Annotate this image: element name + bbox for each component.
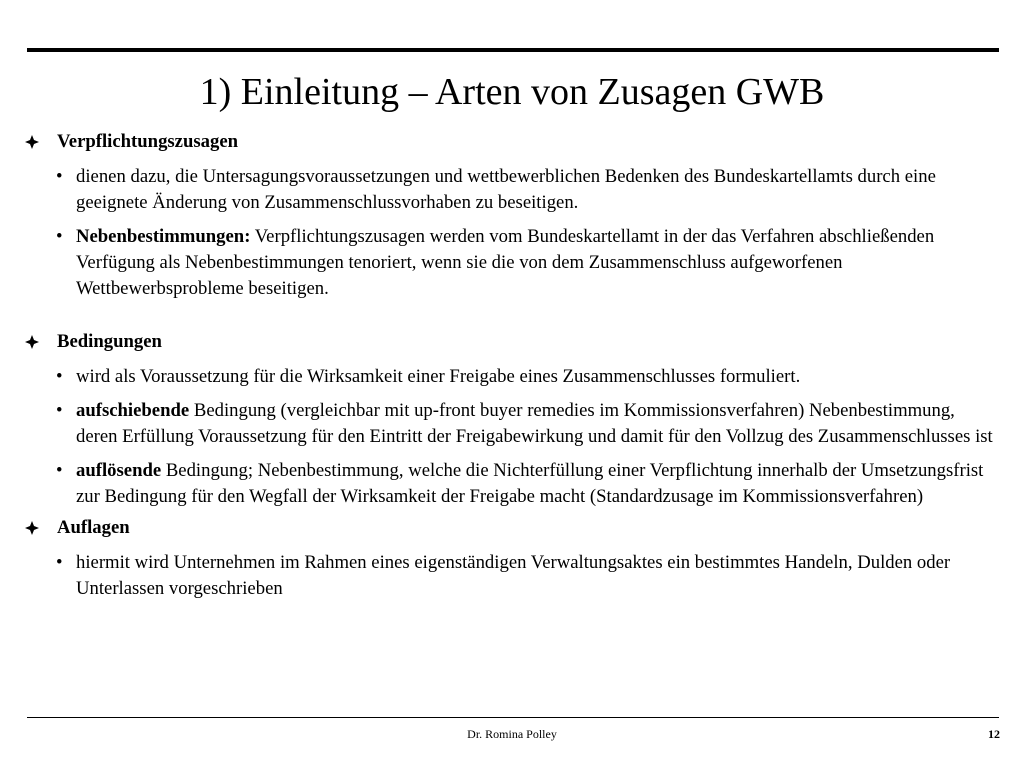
slide-content (24, 128, 999, 602)
list-item (24, 458, 999, 510)
bullet-text: hiermit wird Unternehmen im Rahmen eines eigenständigen Verwaltungsaktes ein bestimmtes Handeln, Dulden oder Unterlassen vorgeschrieben (76, 552, 951, 599)
bullet-dot-icon: • (56, 226, 63, 247)
section-auflagen (24, 514, 999, 602)
bullet-dot-icon: • (56, 166, 63, 187)
diamond-bullet-icon (24, 134, 40, 150)
section-heading: Verpflichtungszusagen (57, 131, 239, 152)
section-heading: Bedingungen (57, 331, 162, 352)
bullet-text: dienen dazu, die Untersagungsvoraussetzungen und wettbewerblichen Bedenken des Bundeskartellamts durch eine geeignete Änderung von Zusammenschlussvorhaben zu beseitigen. (76, 166, 936, 213)
bullet-dot-icon: • (56, 366, 63, 387)
bullet-dot-icon: • (56, 552, 63, 573)
section-bedingungen (24, 328, 999, 510)
bullet-text: Bedingung; Nebenbestimmung, welche die Nichterfüllung einer Verpflichtung innerhalb der Umsetzungsfrist zur Bedingung für den Wegfall der Wirksamkeit der Freigabe macht (Standardzusage im Kommissionsverfahren) (76, 460, 984, 507)
bullet-bold-term: auflösende (76, 460, 162, 481)
bullet-dot-icon: • (56, 400, 63, 421)
page-number: 12 (988, 727, 1000, 741)
slide-title: 1) Einleitung – Arten von Zusagen GWB (199, 71, 825, 113)
bullet-text: Verpflichtungszusagen werden vom Bundeskartellamt in der das Verfahren abschließenden Verfügung als Nebenbestimmungen tenoriert, wenn sie die von dem Zusammenschluss aufgeworfenen Wettbewerbsprobleme beseitigen. (76, 226, 935, 299)
list-item (24, 164, 999, 216)
bullet-text: wird als Voraussetzung für die Wirksamkeit einer Freigabe eines Zusammenschlusses formuliert. (76, 366, 801, 387)
footer-author: Dr. Romina Polley (467, 727, 557, 741)
bullet-bold-term: aufschiebende (76, 400, 190, 421)
bullet-dot-icon: • (56, 460, 63, 481)
list-item (24, 550, 999, 602)
section-heading: Auflagen (57, 517, 130, 538)
diamond-bullet-icon (24, 334, 40, 350)
section-verpflichtungszusagen (24, 128, 999, 302)
diamond-bullet-icon (24, 520, 40, 536)
bullet-text: Bedingung (vergleichbar mit up-front buyer remedies im Kommissionsverfahren) Nebenbestimmung, deren Erfüllung Voraussetzung für den Eintritt der Freigabewirkung und damit für den Vollzug des Zusammenschlusses ist (76, 400, 993, 447)
list-item (24, 364, 999, 390)
footer-rule (27, 717, 999, 718)
bullet-bold-term: Nebenbestimmungen: (76, 226, 251, 247)
top-rule (27, 48, 999, 52)
list-item (24, 398, 999, 450)
list-item (24, 224, 999, 302)
